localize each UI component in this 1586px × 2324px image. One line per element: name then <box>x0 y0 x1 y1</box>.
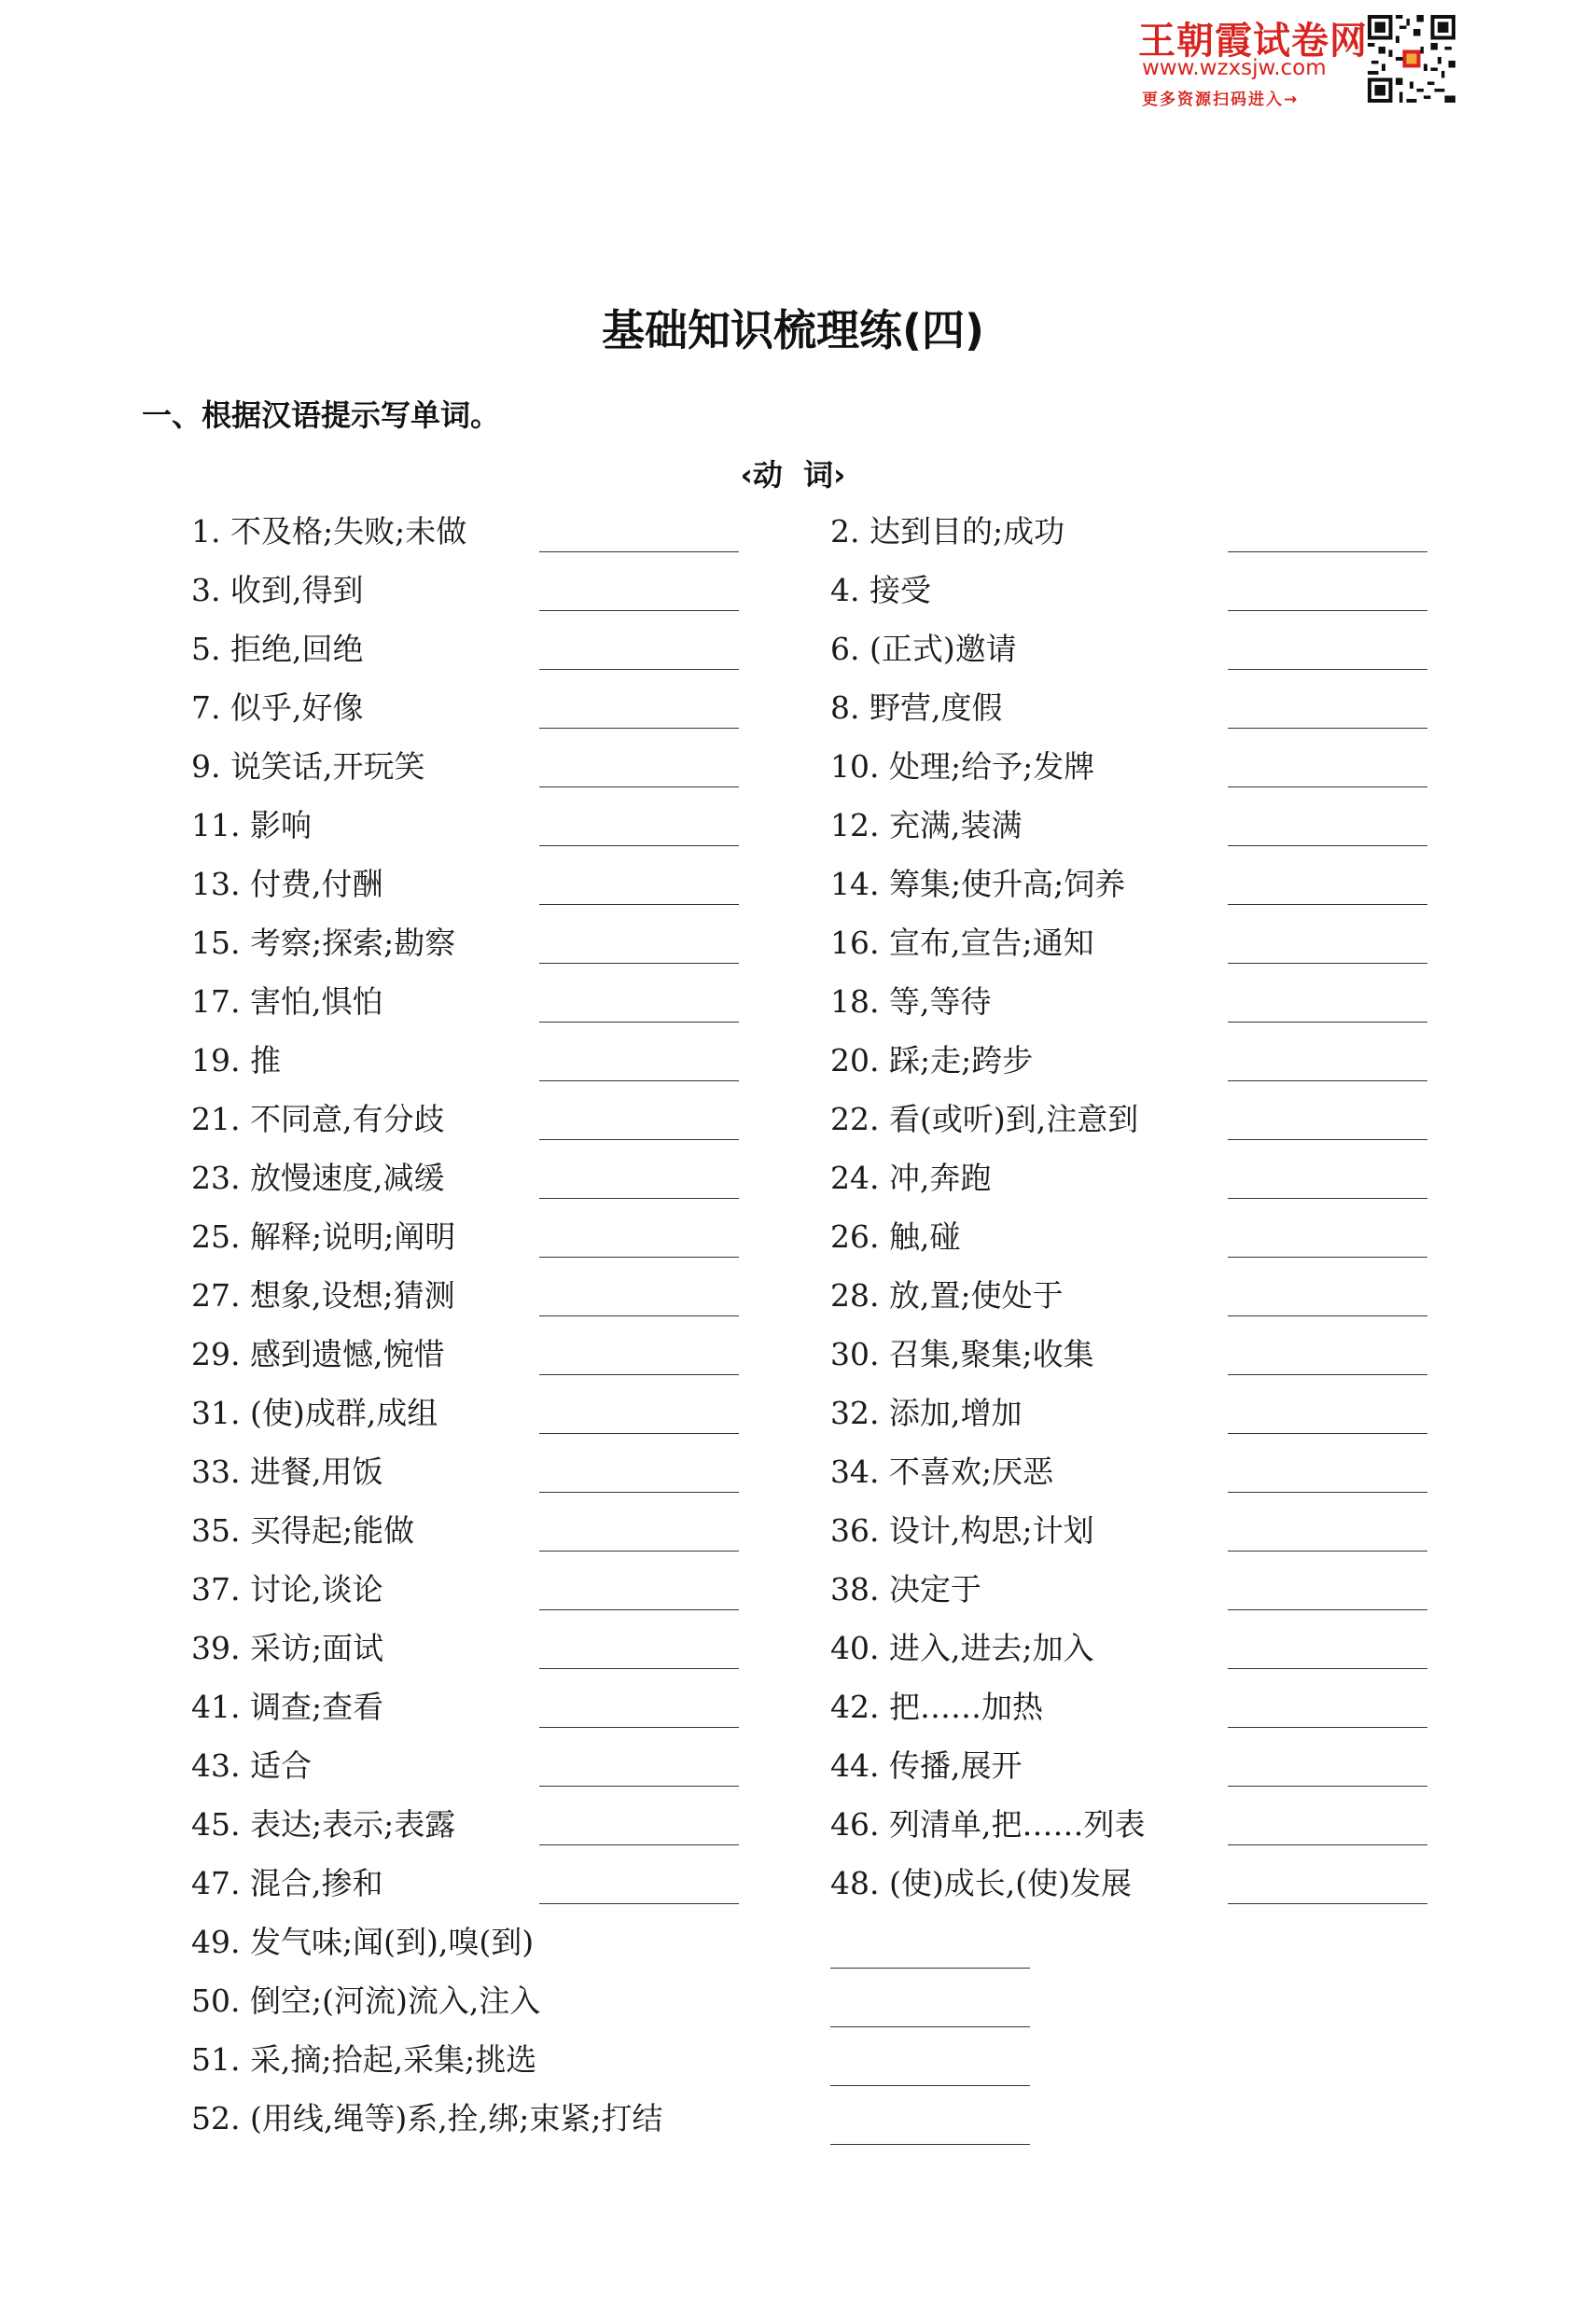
item-number: 18. <box>830 983 880 1020</box>
item-number: 42. <box>830 1689 880 1725</box>
item-number: 48. <box>830 1865 880 1901</box>
exercise-item <box>830 1685 1043 1730</box>
item-number: 20. <box>830 1042 880 1079</box>
exercise-item <box>830 1861 1132 1906</box>
item-number: 35. <box>191 1512 241 1549</box>
answer-blank[interactable] <box>1228 786 1427 787</box>
category-label: ‹动 词› <box>740 457 846 493</box>
exercise-item <box>191 803 312 848</box>
answer-blank[interactable] <box>1228 1198 1427 1199</box>
item-prompt: 把……加热 <box>888 1689 1043 1725</box>
qr-code-icon[interactable] <box>1368 15 1455 103</box>
item-prompt: 说笑话,开玩笑 <box>230 748 425 785</box>
item-prompt: 进餐,用饭 <box>249 1454 383 1490</box>
item-number: 2. <box>830 513 860 550</box>
exercise-item <box>191 1567 383 1612</box>
exercise-item <box>191 1861 383 1906</box>
item-number: 28. <box>830 1277 880 1314</box>
item-prompt: 等,等待 <box>888 983 992 1020</box>
exercise-item <box>191 1802 455 1847</box>
exercise-item <box>191 1626 383 1671</box>
answer-blank[interactable] <box>1228 963 1427 964</box>
item-prompt: (使)成群,成组 <box>249 1395 438 1431</box>
answer-blank[interactable] <box>1228 904 1427 905</box>
exercise-item <box>830 568 931 613</box>
item-number: 25. <box>191 1218 241 1255</box>
exercise-item <box>191 2038 536 2082</box>
item-prompt: 收到,得到 <box>230 572 364 608</box>
item-number: 3. <box>191 572 221 608</box>
answer-blank[interactable] <box>539 1080 739 1081</box>
site-tagline: 更多资源扫码进入→ <box>1142 90 1300 109</box>
item-number: 27. <box>191 1277 241 1314</box>
item-prompt: 感到遗憾,惋惜 <box>249 1336 445 1372</box>
answer-blank[interactable] <box>1228 1374 1427 1375</box>
exercise-item <box>191 1391 438 1436</box>
item-number: 11. <box>191 807 241 843</box>
exercise-item <box>830 1509 1094 1553</box>
section-heading: 一、根据汉语提示写单词。 <box>142 397 501 433</box>
exercise-item <box>191 862 383 907</box>
answer-blank[interactable] <box>539 786 739 787</box>
answer-blank[interactable] <box>539 1786 739 1787</box>
item-number: 19. <box>191 1042 241 1079</box>
item-number: 1. <box>191 513 221 550</box>
item-prompt: 推 <box>249 1042 281 1079</box>
exercise-item <box>191 1685 383 1730</box>
answer-blank[interactable] <box>1228 1903 1427 1904</box>
exercise-item <box>191 1156 444 1201</box>
exercise-item <box>191 745 425 789</box>
answer-blank[interactable] <box>539 1022 739 1023</box>
item-prompt: 采访;面试 <box>249 1630 384 1666</box>
answer-blank[interactable] <box>539 1374 739 1375</box>
answer-blank[interactable] <box>539 1844 739 1845</box>
answer-blank[interactable] <box>1228 1844 1427 1845</box>
item-prompt: (使)成长,(使)发展 <box>888 1865 1132 1901</box>
exercise-item <box>191 1215 455 1259</box>
exercise-item <box>191 686 364 731</box>
item-prompt: 解释;说明;阐明 <box>249 1218 456 1255</box>
exercise-item <box>191 1273 455 1318</box>
item-prompt: 触,碰 <box>888 1218 961 1255</box>
item-number: 16. <box>830 925 880 961</box>
exercise-item <box>191 1097 444 1142</box>
item-number: 4. <box>830 572 860 608</box>
item-prompt: 筹集;使升高;饲养 <box>888 866 1126 902</box>
answer-blank[interactable] <box>1228 1022 1427 1023</box>
exercise-item <box>830 1273 1064 1318</box>
answer-blank[interactable] <box>539 610 739 611</box>
site-name: 王朝霞试卷网 <box>1138 20 1368 63</box>
item-number: 9. <box>191 748 221 785</box>
item-prompt: 想象,设想;猜测 <box>249 1277 455 1314</box>
item-prompt: 召集,聚集;收集 <box>888 1336 1094 1372</box>
item-prompt: 表达;表示;表露 <box>249 1806 456 1843</box>
answer-blank[interactable] <box>1228 1727 1427 1728</box>
answer-blank[interactable] <box>539 669 739 670</box>
item-prompt: 添加,增加 <box>888 1395 1023 1431</box>
exercise-item <box>830 1802 1145 1847</box>
answer-blank[interactable] <box>1228 1609 1427 1610</box>
exercise-item <box>830 1567 981 1612</box>
item-prompt: 野营,度假 <box>870 689 1003 726</box>
item-number: 30. <box>830 1336 880 1372</box>
answer-blank[interactable] <box>1228 1433 1427 1434</box>
item-prompt: 充满,装满 <box>888 807 1023 843</box>
item-number: 21. <box>191 1101 241 1137</box>
site-url[interactable]: www.wzxsjw.com <box>1142 56 1327 80</box>
item-number: 39. <box>191 1630 241 1666</box>
item-prompt: 考察;探索;勘察 <box>249 925 456 961</box>
item-prompt: 放,置;使处于 <box>888 1277 1064 1314</box>
item-prompt: 似乎,好像 <box>230 689 364 726</box>
answer-blank[interactable] <box>1228 669 1427 670</box>
exercise-item <box>830 745 1094 789</box>
exercise-item <box>830 509 1064 554</box>
answer-blank[interactable] <box>539 904 739 905</box>
exercise-item <box>191 1979 540 2024</box>
item-number: 24. <box>830 1160 880 1196</box>
exercise-item <box>830 1097 1138 1142</box>
exercise-item <box>830 862 1125 907</box>
item-number: 6. <box>830 631 860 667</box>
exercise-item <box>830 1391 1022 1436</box>
exercise-item <box>830 803 1022 848</box>
item-number: 51. <box>191 2041 241 2078</box>
item-number: 50. <box>191 1983 241 2019</box>
answer-blank[interactable] <box>1228 1080 1427 1081</box>
item-prompt: 不及格;失败;未做 <box>230 513 467 550</box>
exercise-item <box>191 1744 312 1788</box>
exercise-item <box>191 1450 383 1495</box>
answer-blank[interactable] <box>1228 1139 1427 1140</box>
exercise-item <box>830 1744 1022 1788</box>
item-prompt: 进入,进去;加入 <box>888 1630 1094 1666</box>
exercise-item <box>830 1626 1094 1671</box>
answer-blank[interactable] <box>539 728 739 729</box>
exercise-item <box>191 1920 534 1965</box>
item-prompt: 设计,构思;计划 <box>888 1512 1094 1549</box>
item-number: 5. <box>191 631 221 667</box>
item-number: 47. <box>191 1865 241 1901</box>
item-number: 37. <box>191 1571 241 1607</box>
exercise-item <box>191 921 455 966</box>
exercise-item <box>191 627 364 672</box>
answer-blank[interactable] <box>1228 1315 1427 1316</box>
answer-blank[interactable] <box>539 1139 739 1140</box>
item-number: 40. <box>830 1630 880 1666</box>
exercise-item <box>830 627 1017 672</box>
item-prompt: 冲,奔跑 <box>888 1160 992 1196</box>
item-prompt: 看(或听)到,注意到 <box>888 1101 1139 1137</box>
item-number: 23. <box>191 1160 241 1196</box>
item-prompt: 害怕,惧怕 <box>249 983 383 1020</box>
answer-blank[interactable] <box>539 1433 739 1434</box>
exercise-item <box>830 1450 1053 1495</box>
item-prompt: (正式)邀请 <box>870 631 1017 667</box>
item-number: 36. <box>830 1512 880 1549</box>
item-number: 12. <box>830 807 880 843</box>
answer-blank[interactable] <box>539 1727 739 1728</box>
exercise-item <box>191 1038 281 1083</box>
item-prompt: 影响 <box>249 807 312 843</box>
item-number: 33. <box>191 1454 241 1490</box>
item-prompt: 适合 <box>249 1747 312 1784</box>
answer-blank[interactable] <box>1228 1786 1427 1787</box>
exercise-item <box>830 980 991 1024</box>
item-number: 34. <box>830 1454 880 1490</box>
answer-blank[interactable] <box>539 963 739 964</box>
item-number: 38. <box>830 1571 880 1607</box>
answer-blank[interactable] <box>1228 1668 1427 1669</box>
exercise-item <box>191 1509 414 1553</box>
answer-blank[interactable] <box>1228 1257 1427 1258</box>
answer-blank[interactable] <box>1228 551 1427 552</box>
item-number: 44. <box>830 1747 880 1784</box>
answer-blank[interactable] <box>539 1257 739 1258</box>
item-prompt: 拒绝,回绝 <box>230 631 364 667</box>
page-title: 基础知识梳理练(四) <box>601 305 985 355</box>
exercise-item <box>191 1332 444 1377</box>
item-number: 13. <box>191 866 241 902</box>
exercise-item <box>830 1156 991 1201</box>
item-number: 7. <box>191 689 221 726</box>
answer-blank[interactable] <box>1228 610 1427 611</box>
answer-blank[interactable] <box>1228 728 1427 729</box>
answer-blank[interactable] <box>539 551 739 552</box>
answer-blank[interactable] <box>539 1903 739 1904</box>
answer-blank[interactable] <box>1228 1492 1427 1493</box>
answer-blank[interactable] <box>830 2026 1030 2027</box>
item-number: 10. <box>830 748 880 785</box>
exercise-item <box>191 2096 662 2141</box>
answer-blank[interactable] <box>539 1492 739 1493</box>
item-prompt: 付费,付酬 <box>249 866 383 902</box>
item-prompt: 达到目的;成功 <box>870 513 1065 550</box>
item-prompt: 倒空;(河流)流入,注入 <box>249 1983 541 2019</box>
answer-blank[interactable] <box>830 1968 1030 1969</box>
item-prompt: 处理;给予;发牌 <box>888 748 1095 785</box>
item-prompt: 不同意,有分歧 <box>249 1101 445 1137</box>
item-prompt: 放慢速度,减缓 <box>249 1160 445 1196</box>
answer-blank[interactable] <box>1228 845 1427 846</box>
item-prompt: (用线,绳等)系,拴,绑;束紧;打结 <box>249 2100 663 2136</box>
item-number: 17. <box>191 983 241 1020</box>
item-prompt: 混合,掺和 <box>249 1865 383 1901</box>
item-prompt: 踩;走;跨步 <box>888 1042 1034 1079</box>
answer-blank[interactable] <box>539 845 739 846</box>
exercise-item <box>191 509 466 554</box>
answer-blank[interactable] <box>539 1551 739 1552</box>
item-number: 15. <box>191 925 241 961</box>
item-number: 22. <box>830 1101 880 1137</box>
exercise-item <box>830 1038 1033 1083</box>
answer-blank[interactable] <box>539 1198 739 1199</box>
exercise-item <box>191 568 364 613</box>
answer-blank[interactable] <box>539 1609 739 1610</box>
answer-blank[interactable] <box>1228 1551 1427 1552</box>
answer-blank[interactable] <box>539 1668 739 1669</box>
answer-blank[interactable] <box>830 2085 1030 2086</box>
item-number: 26. <box>830 1218 880 1255</box>
answer-blank[interactable] <box>830 2144 1030 2145</box>
item-number: 8. <box>830 689 860 726</box>
exercise-item <box>191 980 383 1024</box>
item-number: 41. <box>191 1689 241 1725</box>
item-number: 52. <box>191 2100 241 2136</box>
item-number: 14. <box>830 866 880 902</box>
item-prompt: 讨论,谈论 <box>249 1571 383 1607</box>
item-prompt: 不喜欢;厌恶 <box>888 1454 1054 1490</box>
item-number: 43. <box>191 1747 241 1784</box>
item-prompt: 宣布,宣告;通知 <box>888 925 1094 961</box>
exercise-item <box>830 1332 1094 1377</box>
item-number: 32. <box>830 1395 880 1431</box>
item-number: 46. <box>830 1806 880 1843</box>
item-prompt: 买得起;能做 <box>249 1512 415 1549</box>
exercise-item <box>830 921 1094 966</box>
exercise-item <box>830 1215 960 1259</box>
item-prompt: 调查;查看 <box>249 1689 384 1725</box>
item-prompt: 发气味;闻(到),嗅(到) <box>249 1924 535 1960</box>
item-prompt: 列清单,把……列表 <box>888 1806 1146 1843</box>
item-prompt: 接受 <box>870 572 931 608</box>
item-number: 49. <box>191 1924 241 1960</box>
answer-blank[interactable] <box>539 1315 739 1316</box>
item-number: 31. <box>191 1395 241 1431</box>
item-prompt: 采,摘;拾起,采集;挑选 <box>249 2041 537 2078</box>
item-number: 29. <box>191 1336 241 1372</box>
item-prompt: 决定于 <box>888 1571 981 1607</box>
item-number: 45. <box>191 1806 241 1843</box>
item-prompt: 传播,展开 <box>888 1747 1023 1784</box>
exercise-item <box>830 686 1003 731</box>
